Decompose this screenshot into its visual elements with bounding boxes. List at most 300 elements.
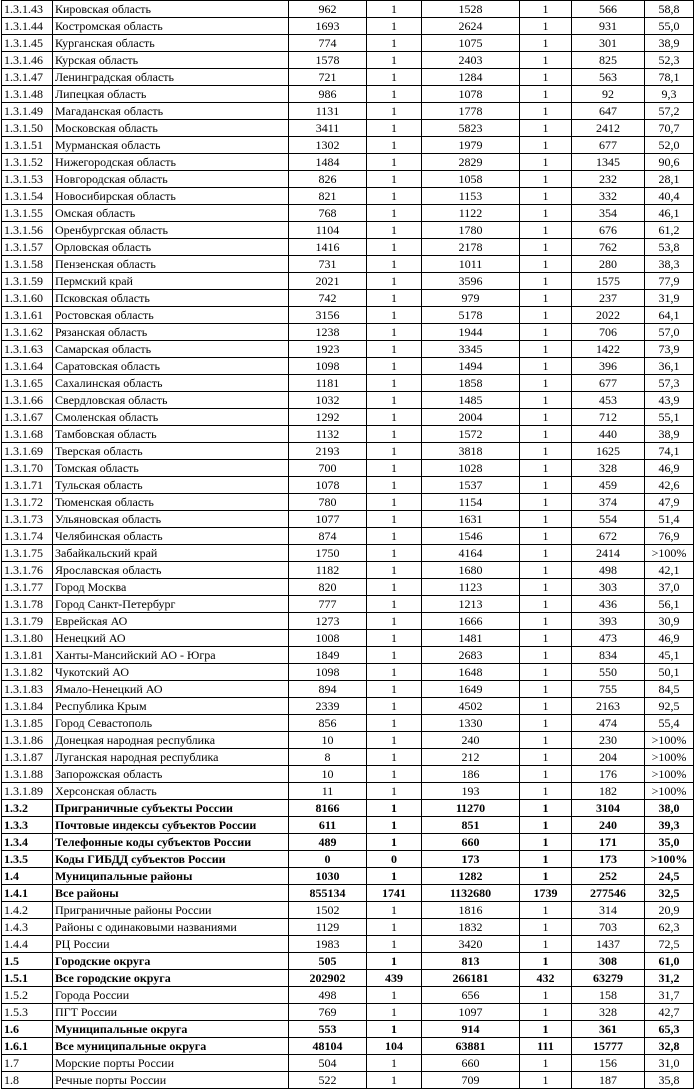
table-row xyxy=(2,919,694,936)
row-value-2: 1 xyxy=(367,800,422,817)
data-table xyxy=(1,0,694,1089)
row-percent: 50,1 xyxy=(645,664,694,681)
row-percent: 57,2 xyxy=(645,103,694,120)
row-value-1: 768 xyxy=(289,205,367,222)
row-value-5: 931 xyxy=(572,18,645,35)
row-value-2: 1 xyxy=(367,222,422,239)
row-value-4: 1 xyxy=(520,290,572,307)
row-name: Кировская область xyxy=(53,1,289,18)
row-code: 1.3.1.52 xyxy=(2,154,53,171)
row-value-1: 1292 xyxy=(289,409,367,426)
row-value-5: 374 xyxy=(572,494,645,511)
row-value-2: 1 xyxy=(367,681,422,698)
row-value-3: 660 xyxy=(422,834,520,851)
row-value-5: 677 xyxy=(572,375,645,392)
row-value-3: 1858 xyxy=(422,375,520,392)
table-row xyxy=(2,1,694,18)
row-percent: 30,9 xyxy=(645,613,694,630)
row-value-1: 1502 xyxy=(289,902,367,919)
row-value-5: 1575 xyxy=(572,273,645,290)
table-row xyxy=(2,953,694,970)
table-row xyxy=(2,783,694,800)
row-percent: 28,1 xyxy=(645,171,694,188)
row-code: 1.4.1 xyxy=(2,885,53,902)
row-percent: >100% xyxy=(645,766,694,783)
row-percent: 78,1 xyxy=(645,69,694,86)
table-row xyxy=(2,596,694,613)
row-value-2: 1 xyxy=(367,1,422,18)
row-value-1: 1273 xyxy=(289,613,367,630)
row-value-5: 440 xyxy=(572,426,645,443)
row-value-1: 731 xyxy=(289,256,367,273)
row-value-4: 1 xyxy=(520,426,572,443)
row-value-5: 563 xyxy=(572,69,645,86)
row-name: Луганская народная республика xyxy=(53,749,289,766)
row-value-5: 354 xyxy=(572,205,645,222)
row-value-3: 1122 xyxy=(422,205,520,222)
row-value-1: 498 xyxy=(289,987,367,1004)
row-code: 1.3.1.62 xyxy=(2,324,53,341)
row-name: Еврейская АО xyxy=(53,613,289,630)
row-value-4: 1 xyxy=(520,613,572,630)
row-value-4: 1 xyxy=(520,596,572,613)
row-value-4: 1 xyxy=(520,562,572,579)
row-value-5: 834 xyxy=(572,647,645,664)
row-value-4: 432 xyxy=(520,970,572,987)
table-row xyxy=(2,341,694,358)
row-percent: 58,8 xyxy=(645,1,694,18)
table-row xyxy=(2,885,694,902)
row-code: 1.4.3 xyxy=(2,919,53,936)
row-value-3: 1572 xyxy=(422,426,520,443)
row-value-5: 187 xyxy=(572,1072,645,1089)
row-value-3: 1528 xyxy=(422,1,520,18)
row-name: Ханты-Мансийский АО - Югра xyxy=(53,647,289,664)
row-value-3: 1979 xyxy=(422,137,520,154)
row-percent: 90,6 xyxy=(645,154,694,171)
row-value-1: 11 xyxy=(289,783,367,800)
row-name: Районы с одинаковыми названиями xyxy=(53,919,289,936)
row-value-4: 1 xyxy=(520,647,572,664)
row-value-3: 1097 xyxy=(422,1004,520,1021)
row-value-5: 332 xyxy=(572,188,645,205)
row-value-3: 851 xyxy=(422,817,520,834)
table-row xyxy=(2,205,694,222)
row-value-3: 1649 xyxy=(422,681,520,698)
row-value-4: 1 xyxy=(520,205,572,222)
row-name: Республика Крым xyxy=(53,698,289,715)
row-value-5: 240 xyxy=(572,817,645,834)
row-value-2: 1741 xyxy=(367,885,422,902)
row-code: 1.4.4 xyxy=(2,936,53,953)
row-value-4: 1 xyxy=(520,273,572,290)
row-value-3: 1537 xyxy=(422,477,520,494)
row-code: 1.3.1.89 xyxy=(2,783,53,800)
row-value-4: 1 xyxy=(520,834,572,851)
row-value-4: 1 xyxy=(520,409,572,426)
table-row xyxy=(2,426,694,443)
row-value-5: 676 xyxy=(572,222,645,239)
table-row xyxy=(2,698,694,715)
table-row xyxy=(2,443,694,460)
row-value-4: 1 xyxy=(520,630,572,647)
row-value-3: 914 xyxy=(422,1021,520,1038)
table-row xyxy=(2,732,694,749)
row-percent: 74,1 xyxy=(645,443,694,460)
row-value-4: 1 xyxy=(520,443,572,460)
row-value-3: 2178 xyxy=(422,239,520,256)
row-name: Коды ГИБДД субъектов России xyxy=(53,851,289,868)
row-percent: 38,9 xyxy=(645,426,694,443)
row-value-1: 894 xyxy=(289,681,367,698)
row-value-1: 48104 xyxy=(289,1038,367,1055)
row-value-5: 498 xyxy=(572,562,645,579)
row-code: 1.3.1.54 xyxy=(2,188,53,205)
row-value-5: 473 xyxy=(572,630,645,647)
row-value-5: 393 xyxy=(572,613,645,630)
row-name: Тамбовская область xyxy=(53,426,289,443)
row-value-4: 1 xyxy=(520,392,572,409)
row-percent: 73,9 xyxy=(645,341,694,358)
row-value-5: 1345 xyxy=(572,154,645,171)
row-percent: 55,4 xyxy=(645,715,694,732)
row-value-3: 1078 xyxy=(422,86,520,103)
row-value-1: 769 xyxy=(289,1004,367,1021)
row-value-1: 1098 xyxy=(289,664,367,681)
row-value-1: 1032 xyxy=(289,392,367,409)
table-row xyxy=(2,902,694,919)
row-value-5: 474 xyxy=(572,715,645,732)
row-code: 1.3.1.78 xyxy=(2,596,53,613)
row-value-2: 1 xyxy=(367,69,422,86)
row-code: 1.3.1.64 xyxy=(2,358,53,375)
row-value-1: 8 xyxy=(289,749,367,766)
row-name: Речные порты России xyxy=(53,1072,289,1089)
row-value-5: 2163 xyxy=(572,698,645,715)
row-value-2: 1 xyxy=(367,664,422,681)
row-value-5: 2022 xyxy=(572,307,645,324)
row-value-5: 173 xyxy=(572,851,645,868)
row-percent: 31,2 xyxy=(645,970,694,987)
row-value-3: 3420 xyxy=(422,936,520,953)
table-row xyxy=(2,18,694,35)
row-value-4: 1 xyxy=(520,511,572,528)
row-code: 1.3.4 xyxy=(2,834,53,851)
row-value-2: 1 xyxy=(367,307,422,324)
row-value-2: 1 xyxy=(367,256,422,273)
row-name: Саратовская область xyxy=(53,358,289,375)
row-value-3: 212 xyxy=(422,749,520,766)
table-row xyxy=(2,273,694,290)
row-value-3: 11270 xyxy=(422,800,520,817)
table-row xyxy=(2,834,694,851)
row-value-2: 1 xyxy=(367,460,422,477)
row-value-1: 3411 xyxy=(289,120,367,137)
row-code: 1.3.1.53 xyxy=(2,171,53,188)
row-percent: 64,1 xyxy=(645,307,694,324)
row-percent: 84,5 xyxy=(645,681,694,698)
row-name: Ямало-Ненецкий АО xyxy=(53,681,289,698)
row-value-2: 104 xyxy=(367,1038,422,1055)
row-name: Омская область xyxy=(53,205,289,222)
row-value-2: 1 xyxy=(367,698,422,715)
table-row xyxy=(2,392,694,409)
row-percent: 32,5 xyxy=(645,885,694,902)
row-value-4: 1 xyxy=(520,953,572,970)
row-value-4: 1 xyxy=(520,18,572,35)
row-name: Липецкая область xyxy=(53,86,289,103)
row-value-1: 1078 xyxy=(289,477,367,494)
row-value-2: 1 xyxy=(367,1021,422,1038)
table-row xyxy=(2,375,694,392)
row-value-4: 1 xyxy=(520,375,572,392)
row-value-1: 1129 xyxy=(289,919,367,936)
row-value-3: 656 xyxy=(422,987,520,1004)
row-code: 1.6 xyxy=(2,1021,53,1038)
row-value-2: 1 xyxy=(367,987,422,1004)
row-value-3: 1132680 xyxy=(422,885,520,902)
row-name: ПГТ России xyxy=(53,1004,289,1021)
table-row xyxy=(2,120,694,137)
row-name: Томская область xyxy=(53,460,289,477)
row-value-4: 1 xyxy=(520,749,572,766)
row-percent: 61,2 xyxy=(645,222,694,239)
row-percent: 55,1 xyxy=(645,409,694,426)
row-code: 1.3.1.87 xyxy=(2,749,53,766)
row-value-4: 1 xyxy=(520,817,572,834)
row-code: 1.3.1.70 xyxy=(2,460,53,477)
row-value-2: 1 xyxy=(367,596,422,613)
row-code: 1.5 xyxy=(2,953,53,970)
row-value-1: 962 xyxy=(289,1,367,18)
row-value-3: 1011 xyxy=(422,256,520,273)
table-row xyxy=(2,52,694,69)
row-value-5: 2414 xyxy=(572,545,645,562)
row-value-2: 1 xyxy=(367,494,422,511)
row-value-3: 1284 xyxy=(422,69,520,86)
row-value-2: 1 xyxy=(367,783,422,800)
row-value-5: 672 xyxy=(572,528,645,545)
row-value-3: 1944 xyxy=(422,324,520,341)
row-value-3: 1494 xyxy=(422,358,520,375)
row-code: 1.3.1.51 xyxy=(2,137,53,154)
row-percent: 72,5 xyxy=(645,936,694,953)
row-value-2: 1 xyxy=(367,647,422,664)
table-row xyxy=(2,409,694,426)
table-row xyxy=(2,681,694,698)
row-percent: 47,9 xyxy=(645,494,694,511)
table-row xyxy=(2,477,694,494)
row-value-1: 1484 xyxy=(289,154,367,171)
row-value-4: 1 xyxy=(520,1021,572,1038)
row-code: 1.3.1.75 xyxy=(2,545,53,562)
row-value-1: 1302 xyxy=(289,137,367,154)
row-code: 1.7 xyxy=(2,1055,53,1072)
row-value-5: 1625 xyxy=(572,443,645,460)
row-percent: 61,0 xyxy=(645,953,694,970)
row-name: Телефонные коды субъектов России xyxy=(53,834,289,851)
row-value-5: 156 xyxy=(572,1055,645,1072)
row-value-1: 855134 xyxy=(289,885,367,902)
table-row xyxy=(2,613,694,630)
row-value-4: 1 xyxy=(520,324,572,341)
row-value-2: 1 xyxy=(367,426,422,443)
row-value-1: 8166 xyxy=(289,800,367,817)
table-row xyxy=(2,307,694,324)
row-value-1: 1131 xyxy=(289,103,367,120)
row-percent: 20,9 xyxy=(645,902,694,919)
row-name: Донецкая народная республика xyxy=(53,732,289,749)
row-percent: >100% xyxy=(645,783,694,800)
row-value-3: 4502 xyxy=(422,698,520,715)
row-code: 1.3.1.83 xyxy=(2,681,53,698)
row-value-5: 762 xyxy=(572,239,645,256)
row-value-2: 1 xyxy=(367,1072,422,1089)
row-value-2: 1 xyxy=(367,936,422,953)
row-value-2: 1 xyxy=(367,579,422,596)
row-percent: 57,0 xyxy=(645,324,694,341)
row-code: 1.3.1.65 xyxy=(2,375,53,392)
row-value-3: 240 xyxy=(422,732,520,749)
row-percent: 38,0 xyxy=(645,800,694,817)
row-percent: 56,1 xyxy=(645,596,694,613)
table-row xyxy=(2,766,694,783)
row-name: Рязанская область xyxy=(53,324,289,341)
row-value-5: 314 xyxy=(572,902,645,919)
row-value-5: 301 xyxy=(572,35,645,52)
row-value-4: 1 xyxy=(520,1,572,18)
row-percent: 42,1 xyxy=(645,562,694,579)
row-value-4: 1 xyxy=(520,1055,572,1072)
row-value-3: 813 xyxy=(422,953,520,970)
row-value-2: 1 xyxy=(367,137,422,154)
row-value-5: 232 xyxy=(572,171,645,188)
row-value-4: 1 xyxy=(520,171,572,188)
row-name: Курганская область xyxy=(53,35,289,52)
row-value-1: 504 xyxy=(289,1055,367,1072)
row-value-3: 63881 xyxy=(422,1038,520,1055)
row-value-3: 1778 xyxy=(422,103,520,120)
row-value-3: 1213 xyxy=(422,596,520,613)
row-value-5: 706 xyxy=(572,324,645,341)
row-value-1: 3156 xyxy=(289,307,367,324)
row-value-2: 1 xyxy=(367,341,422,358)
table-row xyxy=(2,222,694,239)
row-value-5: 328 xyxy=(572,460,645,477)
row-value-2: 1 xyxy=(367,953,422,970)
row-name: Нижегородская область xyxy=(53,154,289,171)
row-code: 1.3.1.61 xyxy=(2,307,53,324)
row-code: 1.3.1.80 xyxy=(2,630,53,647)
row-value-5: 647 xyxy=(572,103,645,120)
row-value-4: 1 xyxy=(520,732,572,749)
row-value-4: 1 xyxy=(520,766,572,783)
row-value-2: 1 xyxy=(367,52,422,69)
row-value-1: 1030 xyxy=(289,868,367,885)
row-value-3: 2624 xyxy=(422,18,520,35)
row-name: Все районы xyxy=(53,885,289,902)
row-value-2: 1 xyxy=(367,630,422,647)
row-name: Самарская область xyxy=(53,341,289,358)
row-value-3: 3596 xyxy=(422,273,520,290)
row-value-2: 1 xyxy=(367,239,422,256)
row-value-1: 986 xyxy=(289,86,367,103)
row-code: 1.3.1.58 xyxy=(2,256,53,273)
row-value-1: 1008 xyxy=(289,630,367,647)
row-percent: 52,3 xyxy=(645,52,694,69)
row-code: 1.8 xyxy=(2,1072,53,1089)
row-value-5: 63279 xyxy=(572,970,645,987)
row-name: Город Санкт-Петербург xyxy=(53,596,289,613)
row-value-2: 1 xyxy=(367,171,422,188)
row-percent: 35,8 xyxy=(645,1072,694,1089)
row-value-3: 1680 xyxy=(422,562,520,579)
row-value-1: 1098 xyxy=(289,358,367,375)
row-value-3: 709 xyxy=(422,1072,520,1089)
table-row xyxy=(2,545,694,562)
row-code: 1.3.1.60 xyxy=(2,290,53,307)
row-value-1: 1983 xyxy=(289,936,367,953)
row-percent: 53,8 xyxy=(645,239,694,256)
row-value-4: 1 xyxy=(520,52,572,69)
table-row xyxy=(2,256,694,273)
row-value-3: 173 xyxy=(422,851,520,868)
row-percent: >100% xyxy=(645,732,694,749)
row-value-4: 1 xyxy=(520,341,572,358)
row-value-4: 1 xyxy=(520,715,572,732)
row-value-1: 1132 xyxy=(289,426,367,443)
row-value-5: 554 xyxy=(572,511,645,528)
row-value-2: 1 xyxy=(367,732,422,749)
row-percent: 35,0 xyxy=(645,834,694,851)
row-name: Тюменская область xyxy=(53,494,289,511)
row-percent: 31,0 xyxy=(645,1055,694,1072)
row-value-3: 193 xyxy=(422,783,520,800)
row-value-3: 1154 xyxy=(422,494,520,511)
row-value-3: 1631 xyxy=(422,511,520,528)
row-percent: >100% xyxy=(645,851,694,868)
row-value-2: 1 xyxy=(367,375,422,392)
row-percent: 38,3 xyxy=(645,256,694,273)
table-row xyxy=(2,987,694,1004)
row-code: 1.3.1.74 xyxy=(2,528,53,545)
row-value-3: 1546 xyxy=(422,528,520,545)
table-row xyxy=(2,1021,694,1038)
row-value-1: 1181 xyxy=(289,375,367,392)
row-code: 1.3.1.63 xyxy=(2,341,53,358)
row-code: 1.3.1.85 xyxy=(2,715,53,732)
table-body xyxy=(2,1,694,1089)
row-value-4: 1 xyxy=(520,936,572,953)
row-code: 1.3.1.49 xyxy=(2,103,53,120)
row-name: Город Москва xyxy=(53,579,289,596)
row-percent: 38,9 xyxy=(645,35,694,52)
table-row xyxy=(2,1038,694,1055)
row-value-4: 1 xyxy=(520,239,572,256)
row-code: 1.3.1.47 xyxy=(2,69,53,86)
row-value-5: 1437 xyxy=(572,936,645,953)
row-name: Орловская область xyxy=(53,239,289,256)
row-value-5: 2412 xyxy=(572,120,645,137)
table-row xyxy=(2,188,694,205)
row-code: 1.3.1.46 xyxy=(2,52,53,69)
row-value-1: 553 xyxy=(289,1021,367,1038)
row-percent: 46,9 xyxy=(645,460,694,477)
row-value-4: 1 xyxy=(520,579,572,596)
row-value-5: 252 xyxy=(572,868,645,885)
row-name: Оренбургская область xyxy=(53,222,289,239)
row-value-1: 821 xyxy=(289,188,367,205)
